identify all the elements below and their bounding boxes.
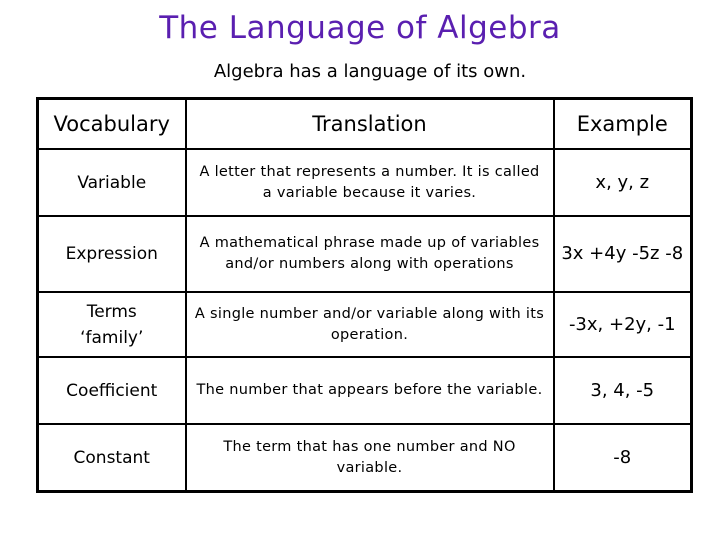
example-cell: -8 [554, 424, 692, 491]
table-row [38, 357, 692, 424]
term-cell: Constant [38, 424, 186, 491]
example-cell: -3x, +2y, -1 [554, 292, 692, 357]
table-row [38, 216, 692, 292]
term-cell: Expression [38, 216, 186, 292]
translation-cell: A single number and/or variable along with its operation. [186, 292, 554, 357]
table-row [38, 292, 692, 357]
example-cell: 3, 4, -5 [554, 357, 692, 424]
slide-title: The Language of Algebra [159, 10, 561, 46]
term-cell [38, 292, 186, 357]
slide-subtitle: Algebra has a language of its own. [213, 61, 527, 82]
example-cell: 3x +4y -5z -8 [554, 216, 692, 292]
term-cell: Variable [38, 149, 186, 216]
header-vocabulary: Vocabulary [38, 99, 186, 150]
translation-cell: The number that appears before the variable. [186, 357, 554, 424]
header-translation: Translation [186, 99, 554, 150]
translation-cell: The term that has one number and NO variable. [186, 424, 554, 491]
example-cell: x, y, z [554, 149, 692, 216]
term-cell: Coefficient [38, 357, 186, 424]
term-label-secondary: ‘family’ [80, 327, 144, 348]
translation-cell: A letter that represents a number. It is called a variable because it varies. [186, 149, 554, 216]
table-row [38, 424, 692, 491]
vocabulary-table [36, 97, 693, 493]
term-label: Terms [86, 301, 137, 322]
header-example: Example [554, 99, 692, 150]
translation-cell: A mathematical phrase made up of variables and/or numbers along with operations [186, 216, 554, 292]
table-header-row [38, 99, 692, 150]
table-row [38, 149, 692, 216]
